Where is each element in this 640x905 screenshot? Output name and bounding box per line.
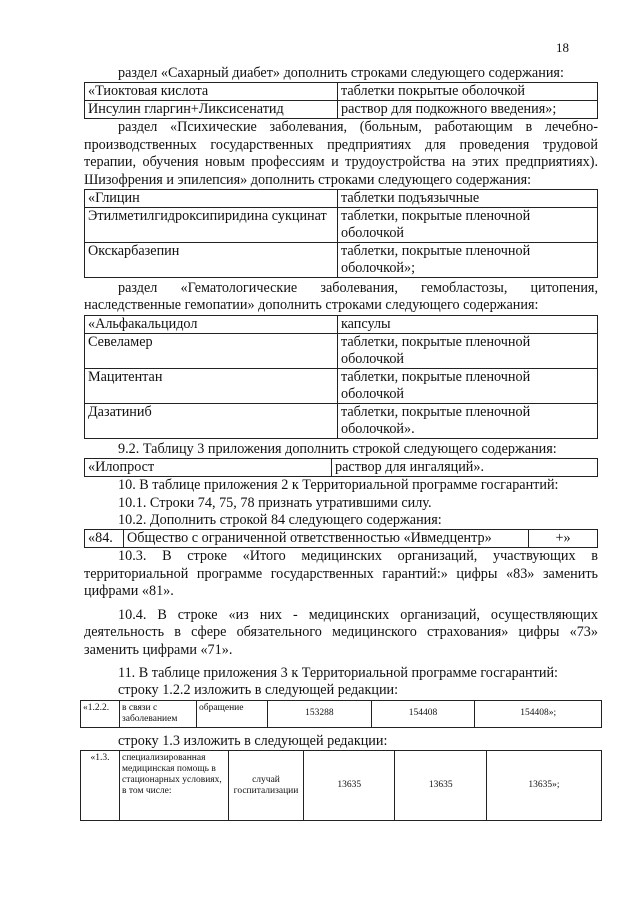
paragraph-10-4: 10.4. В строке «из них - медицинских организаций, осуществляющих деятельность в сфере обязательного медицинского страхования» цифры «73» заменить цифрами «71». (84, 606, 598, 658)
row-number-cell: «1.3. (81, 751, 120, 821)
table-row (85, 83, 598, 101)
drug-name-cell: Мацитентан (85, 368, 338, 403)
drug-form-cell: таблетки, покрытые пленочной оболочкой (338, 333, 598, 368)
paragraph-psych: раздел «Психические заболевания, (больным, работающим в лечебно-производственных государственных предприятиях для проведения трудовой терапии, обучения новым профессиям и трудоустройства на этих предприятиях). Шизофрения и эпилепсия» дополнить строками следующего содержания: (84, 119, 598, 188)
table-row (85, 530, 598, 548)
drug-name-cell: «Глицин (85, 190, 338, 208)
value-cell: 154408»; (475, 700, 602, 727)
table-row (81, 751, 602, 821)
paragraph-11: 11. В таблице приложения 3 к Территориальной программе госгарантий: (118, 664, 558, 681)
table-row (85, 315, 598, 333)
organization-cell: Общество с ограниченной ответственностью «Ивмедцентр» (124, 530, 529, 548)
value-cell: 13635 (304, 751, 395, 821)
table-row (85, 333, 598, 368)
table-row-1-3 (80, 750, 602, 821)
drug-name-cell: Дазатиниб (85, 403, 338, 438)
paragraph-9-2: 9.2. Таблицу 3 приложения дополнить строкой следующего содержания: (118, 440, 557, 457)
paragraph-11-a: строку 1.2.2 изложить в следующей редакции: (118, 682, 399, 699)
table-row-1-2-2 (80, 700, 602, 728)
drug-form-cell: таблетки, покрытые пленочной оболочкой»; (338, 243, 598, 278)
paragraph-10-3: 10.3. В строке «Итого медицинских организаций, участвующих в территориальной программе государственных гарантий:» цифры «83» заменить цифрами «81». (84, 548, 598, 600)
page-number: 18 (556, 40, 569, 55)
mark-cell: +» (529, 530, 598, 548)
value-cell: 154408 (371, 700, 475, 727)
row-number-cell: «84. (85, 530, 124, 548)
table-row (85, 208, 598, 243)
table-row (85, 403, 598, 438)
drug-name-cell: «Альфакальцидол (85, 315, 338, 333)
drug-name-cell: Севеламер (85, 333, 338, 368)
row-number-cell: «1.2.2. (81, 700, 120, 727)
drug-form-cell: таблетки покрытые оболочкой (338, 83, 598, 101)
paragraph-hemat: раздел «Гематологические заболевания, гемобластозы, цитопения, наследственные гемопатии» дополнить строками следующего содержания: (84, 280, 598, 314)
drug-name-cell: Этилметилгидроксипиридина сукцинат (85, 208, 338, 243)
drug-form-cell: раствор для подкожного введения»; (338, 101, 598, 119)
value-cell: 153288 (268, 700, 372, 727)
paragraph-11-b: строку 1.3 изложить в следующей редакции: (118, 732, 388, 749)
table-psych (84, 189, 598, 278)
table-row (85, 101, 598, 119)
drug-form-cell: раствор для ингаляций». (332, 459, 598, 477)
table-row (81, 700, 602, 727)
drug-name-cell: Окскарбазепин (85, 243, 338, 278)
table-row-84 (84, 529, 598, 548)
table-row (85, 459, 598, 477)
paragraph-10: 10. В таблице приложения 2 к Территориальной программе госгарантий: (118, 477, 559, 494)
table-hemat (84, 315, 598, 439)
drug-form-cell: капсулы (338, 315, 598, 333)
description-cell: в связи с заболеванием (120, 700, 197, 727)
value-cell: 13635»; (486, 751, 601, 821)
paragraph-diabetes: раздел «Сахарный диабет» дополнить строками следующего содержания: (118, 65, 564, 81)
drug-name-cell: Инсулин гларгин+Ликсисенатид (85, 101, 338, 119)
description-cell: специализированная медицинская помощь в стационарных условиях, в том числе: (120, 751, 229, 821)
drug-form-cell: таблетки, покрытые пленочной оболочкой (338, 208, 598, 243)
drug-name-cell: «Тиоктовая кислота (85, 83, 338, 101)
document-body (84, 65, 598, 821)
drug-name-cell: «Илопрост (85, 459, 332, 477)
drug-form-cell: таблетки, покрытые пленочной оболочкой (338, 368, 598, 403)
drug-form-cell: таблетки, покрытые пленочной оболочкой». (338, 403, 598, 438)
table-row (85, 190, 598, 208)
table-diabetes (84, 82, 598, 119)
table-row (85, 368, 598, 403)
unit-cell: случай госпитализации (229, 751, 304, 821)
paragraph-10-1: 10.1. Строки 74, 75, 78 признать утратившими силу. (118, 494, 432, 511)
table-iloprost (84, 458, 598, 477)
unit-cell: обращение (197, 700, 268, 727)
drug-form-cell: таблетки подъязычные (338, 190, 598, 208)
paragraph-10-2: 10.2. Дополнить строкой 84 следующего содержания: (118, 512, 442, 529)
table-row (85, 243, 598, 278)
value-cell: 13635 (395, 751, 486, 821)
